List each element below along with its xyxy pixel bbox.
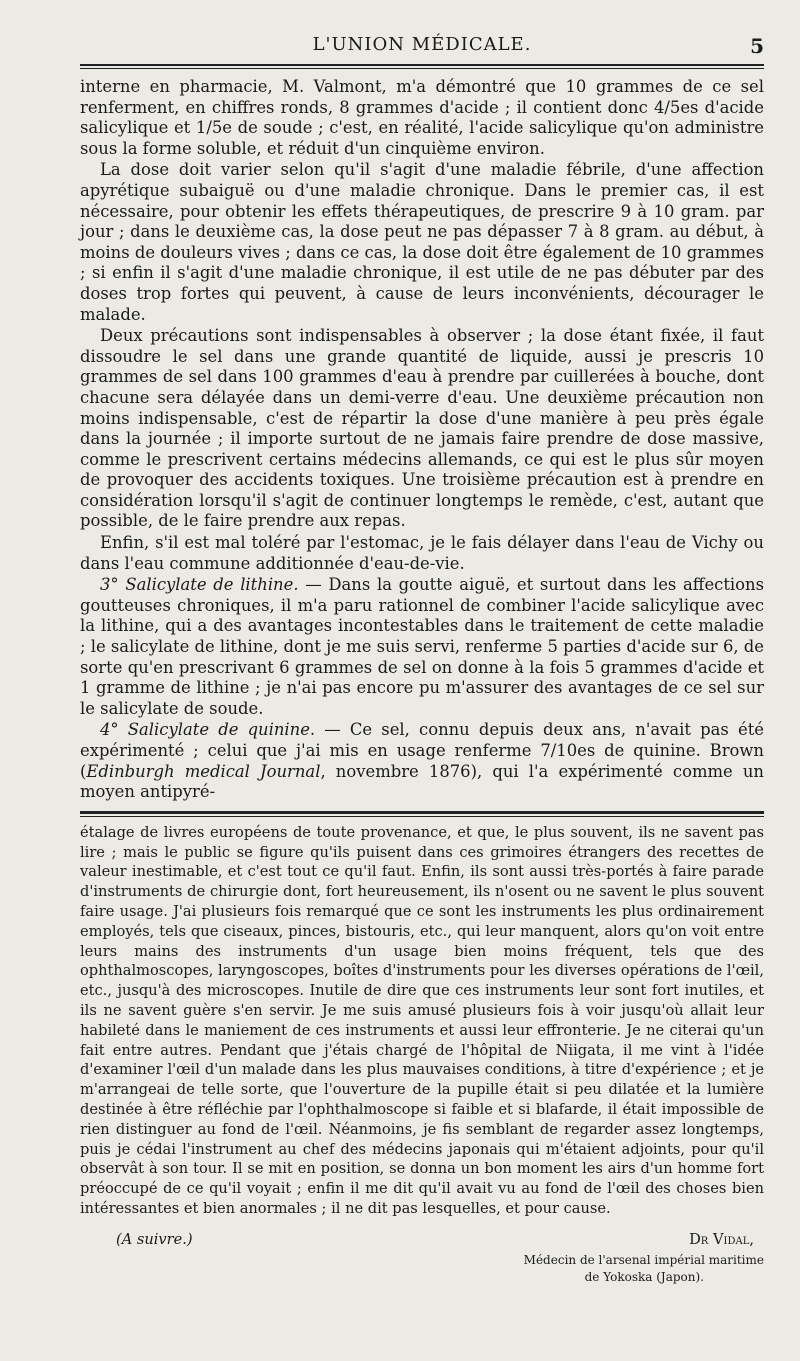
header-rule	[80, 64, 764, 69]
journal-title: Edinburgh medical Journal	[86, 761, 321, 781]
paragraph-6-text-b: , novembre 1876), qui l'a expérimenté comme un moyen antipyré-	[80, 761, 764, 802]
running-title: L'UNION MÉDICALE.	[312, 34, 532, 55]
paragraph-4: Enfin, s'il est mal toléré par l'estomac, je le fais délayer dans l'eau de Vichy ou dans l'eau commune additionnée d'eau-de-vie.	[80, 533, 764, 573]
paragraph-5	[80, 575, 764, 719]
signature-block	[80, 1225, 764, 1295]
section-heading-quinine: 4° Salicylate de quinine.	[100, 720, 316, 740]
feuilleton-rule	[80, 811, 764, 817]
to-be-continued: (A suivre.)	[116, 1230, 193, 1248]
page-header	[80, 34, 764, 60]
paragraph-2: La dose doit varier selon qu'il s'agit d'une maladie fébrile, d'une affection apyrétique subaiguë ou d'une maladie chronique. Dans le premier cas, il est nécessaire, pour obtenir les effets thérapeutiques, de prescrire 9 à 10 gram. par jour ; dans le deuxième cas, la dose peut ne pas dépasser 7 à 8 gram. au début, à moins de douleurs vives ; dans ce cas, la dose doit être également de 10 grammes ; si enfin il s'agit d'une maladie chronique, il est utile de ne pas débuter par des doses trop fortes qui peuvent, à cause de leurs inconvénients, décourager le malade.	[80, 160, 764, 324]
section-heading-lithine: 3° Salicylate de lithine.	[100, 575, 299, 595]
author-title-line-2: de Yokoska (Japon).	[584, 1269, 704, 1284]
feuilleton-text: étalage de livres européens de toute provenance, et que, le plus souvent, ils ne savent pas lire ; mais le public se figure qu'ils puisent dans ces grimoires étrangers des recettes de valeur inestimable, et c'est tout ce qu'il faut. Enfin, ils sont aussi très-portés à faire parade d'instruments de chirurgie dont, fort heureusement, ils n'osent ou ne savent le plus souvent faire usage. J'ai plusieurs fois remarqué que ce sont les instruments les plus ordinairement employés, tels que ciseaux, pinces, bistouris, etc., qui leur manquent, alors qu'on voit entre leurs mains des instruments d'un usage bien moins fréquent, tels que des ophthalmoscopes, laryngoscopes, boîtes d'instruments pour les diverses opérations de l'œil, etc., jusqu'à des microscopes. Inutile de dire que ces instruments leur sont fort inutiles, et ils ne savent guère s'en servir. Je me suis amusé plusieurs fois à voir jusqu'où allait leur habileté dans le maniement de ces instruments et aussi leur effronterie. Je ne citerai qu'un fait entre autres. Pendant que j'étais chargé de l'hôpital de Niigata, il me vint à l'idée d'examiner l'œil d'un malade dans les plus mauvaises conditions, à titre d'expérience ; et je m'arrangeai de telle sorte, que l'ouverture de la pupille était si peu dilatée et la lumière destinée à être réfléchie par l'ophthalmoscope si faible et si blafarde, il était impossible de rien distinguer au fond de l'œil. Néanmoins, je fis semblant de regarder assez longtemps, puis je cédai l'instrument au chef des médecins japonais qui m'étaient adjoints, pour qu'il observât à son tour. Il se mit en position, se donna un bon moment les airs d'un homme fort préoccupé de ce qu'il voyait ; enfin il me dit qu'il avait vu au fond de l'œil des choses bien intéressantes et bien anormales ; il ne dit pas lesquelles, et pour cause.	[80, 823, 764, 1217]
paragraph-6	[80, 720, 764, 802]
feuilleton-section	[80, 823, 764, 1295]
author-name: Dr Vidal,	[689, 1230, 754, 1248]
page-number: 5	[750, 34, 764, 58]
paragraph-6-text-a: — Ce sel, connu depuis deux ans, n'avait pas été expérimenté ; celui que j'ai mis en usage renferme 7/10es de quinine. Brown (	[80, 720, 764, 781]
paragraph-5-text: — Dans la goutte aiguë, et surtout dans les affections goutteuses chroniques, il m'a paru rationnel de combiner l'acide salicylique avec la lithine, qui a des avantages incontestables dans le traitement de cette maladie ; le salicylate de lithine, dont je me suis servi, renferme 5 parties d'acide sur 6, de sorte qu'en prescrivant 6 grammes de sel on donne à la fois 5 grammes d'acide et 1 gramme de lithine ; je n'ai pas encore pu m'assurer des avantages de ce sel sur le salicylate de soude.	[80, 575, 764, 718]
paragraph-3: Deux précautions sont indispensables à observer ; la dose étant fixée, il faut dissoudre le sel dans une grande quantité de liquide, aussi je prescris 10 grammes de sel dans 100 grammes d'eau à prendre par cuillerées à bouche, dont chacune sera délayée dans un demi-verre d'eau. Une deuxième précaution non moins indispensable, c'est de répartir la dose d'une manière à peu près égale dans la journée ; il importe surtout de ne jamais faire prendre de dose massive, comme le prescrivent certains médecins allemands, ce qui est le plus sûr moyen de provoquer des accidents toxiques. Une troisième précaution est à prendre en considération lorsqu'il s'agit de continuer longtemps le remède, c'est, autant que possible, de le faire prendre aux repas.	[80, 326, 764, 531]
main-article	[80, 77, 764, 803]
author-title-line-1: Médecin de l'arsenal impérial maritime	[523, 1252, 764, 1267]
paragraph-1: interne en pharmacie, M. Valmont, m'a démontré que 10 grammes de ce sel renferment, en chiffres ronds, 8 grammes d'acide ; il contient donc 4/5es d'acide salicylique et 1/5e de soude ; c'est, en réalité, l'acide salicylique qu'on administre sous la forme soluble, et réduit d'un cinquième environ.	[80, 77, 764, 158]
